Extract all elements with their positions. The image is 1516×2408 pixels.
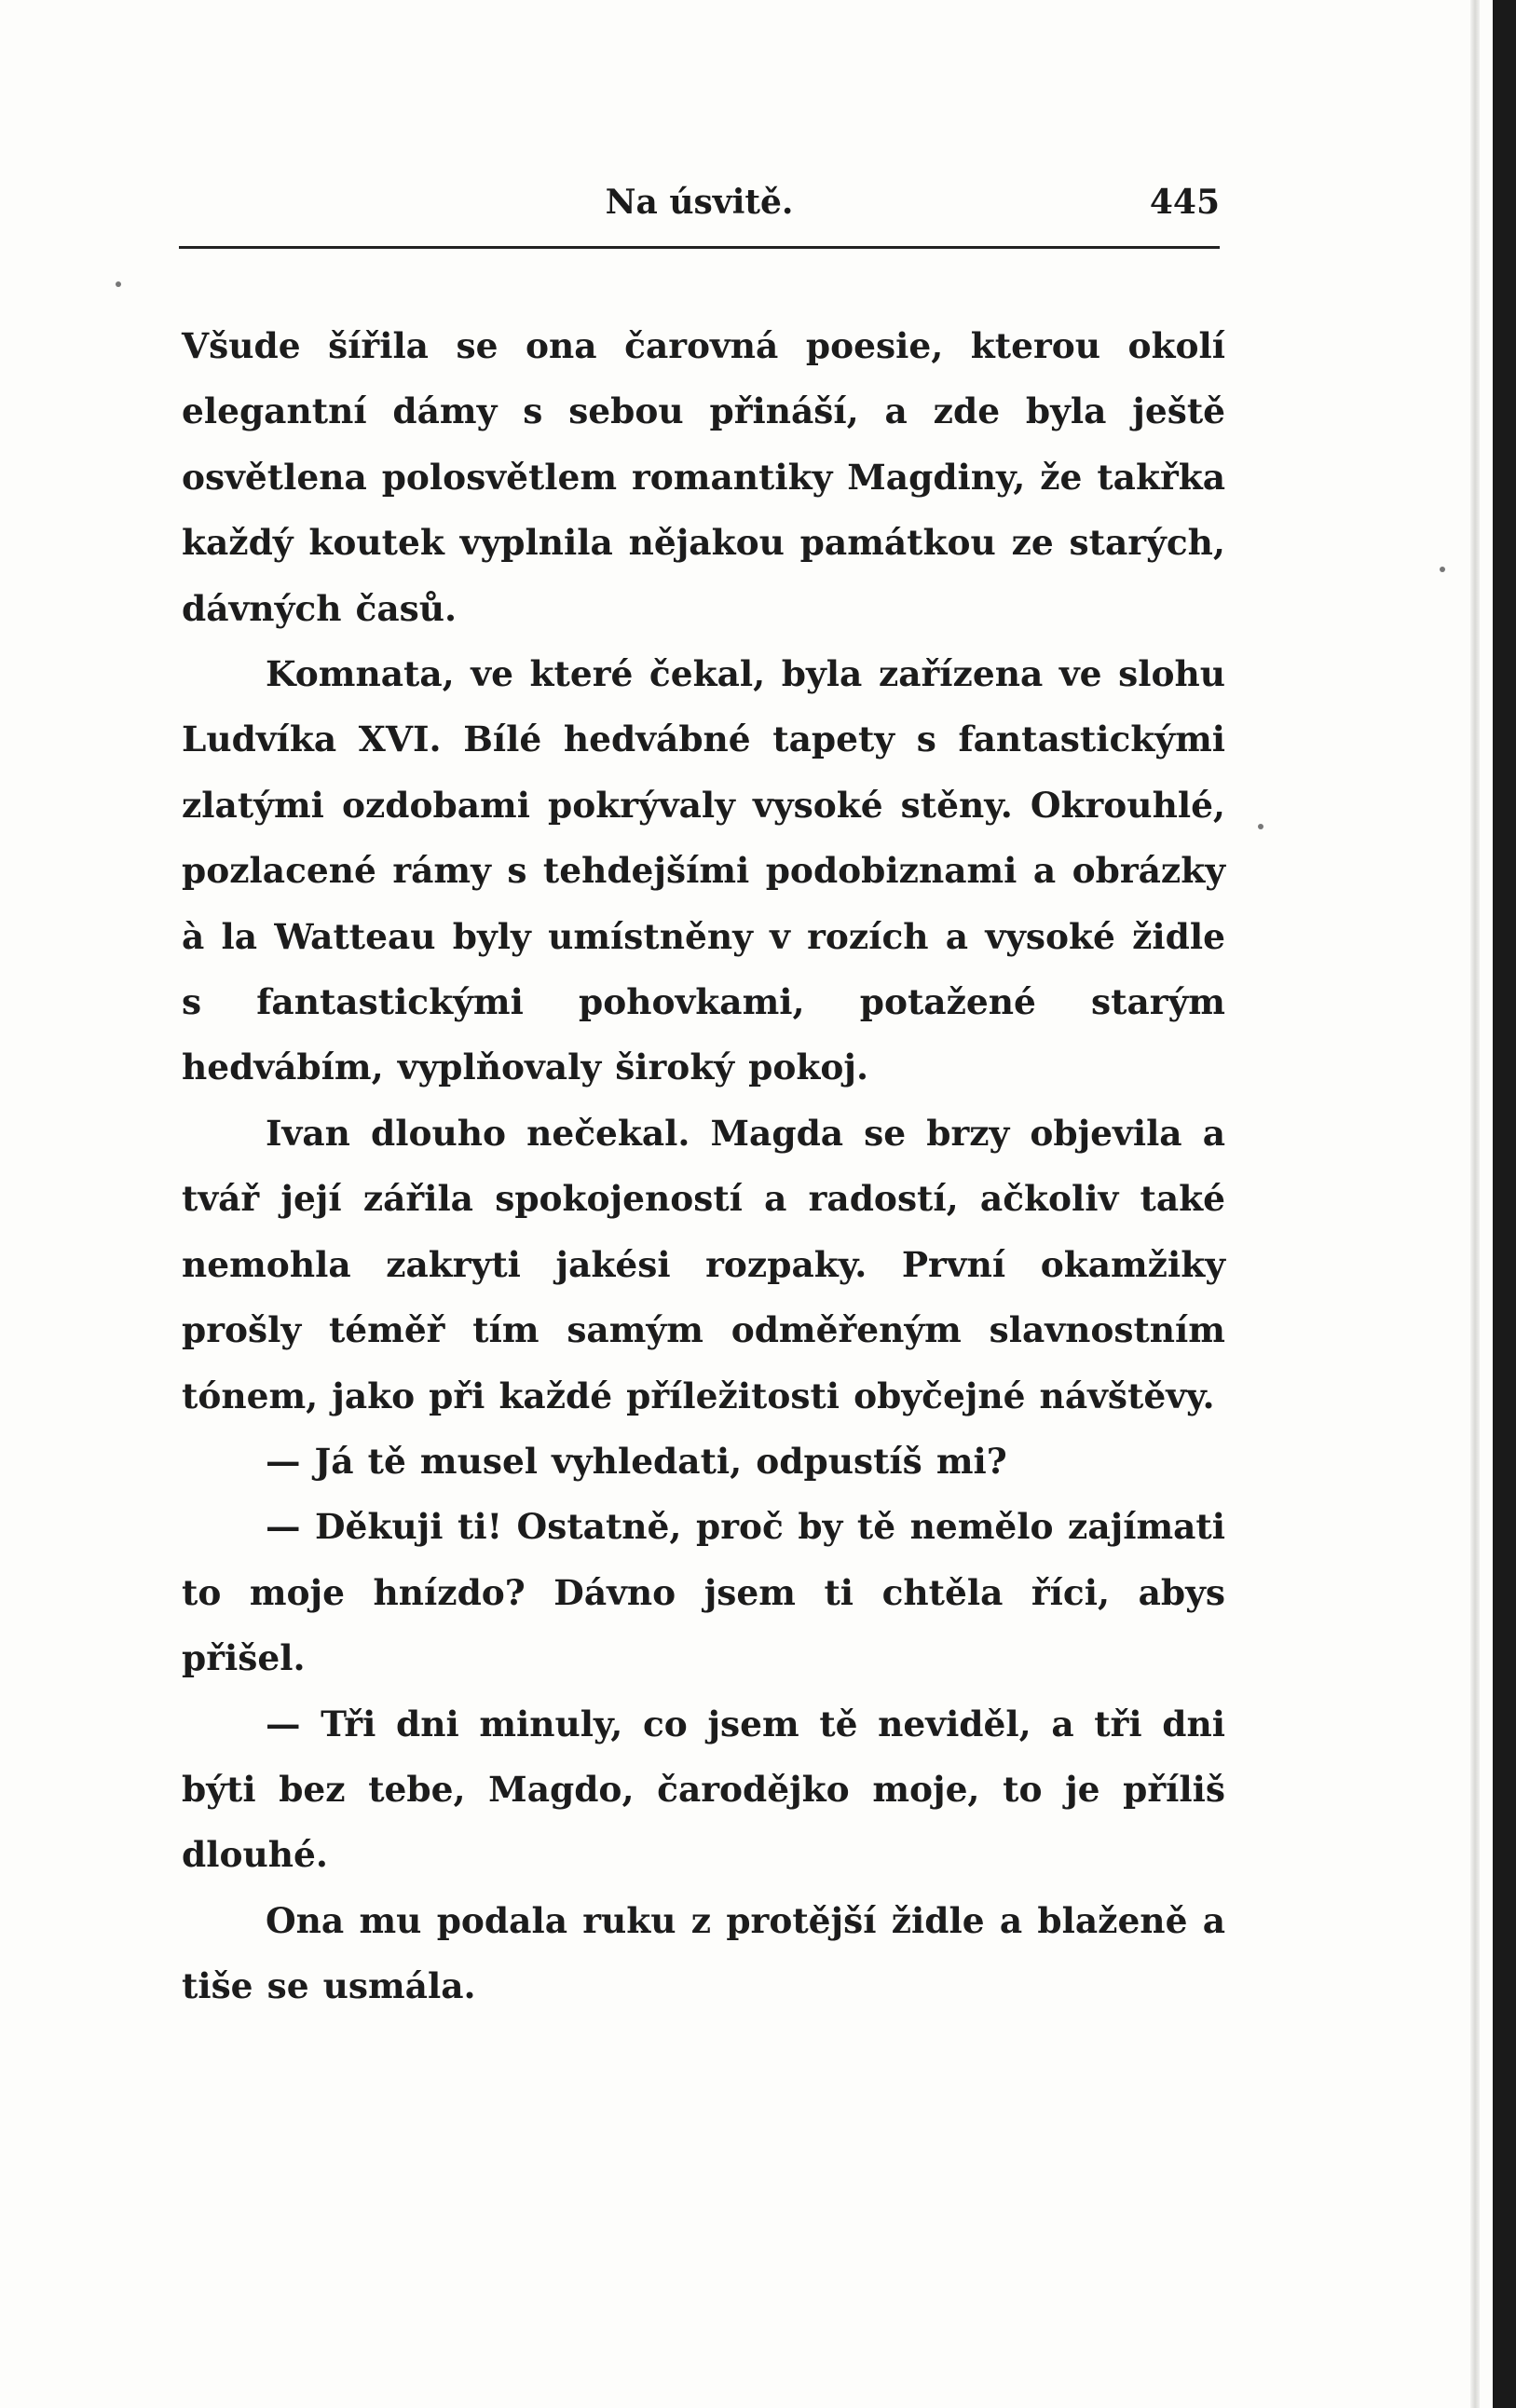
dialogue-line: — Děkuji ti! Ostatně, proč by tě nemělo zajímati to moje hnízdo? Dávno jsem ti chtěla říci, abys přišel. — [182, 1506, 1225, 1679]
print-speck — [1258, 824, 1263, 829]
dialogue-line: — Já tě musel vyhledati, odpustíš mi? — [266, 1440, 1007, 1482]
header-rule — [179, 246, 1220, 249]
paragraph: Komnata, ve které čekal, byla zařízena ve slohu Ludvíka XVI. Bílé hedvábné tapety s fantastickými zlatými ozdobami pokrývaly vysoké stěny. Okrouhlé, pozlacené rámy s tehdejšími podobiznami a obrázky à la Watteau byly umístněny v rozích a vysoké židle s fantastickými pohovkami, potažené starým hedvábím, vyplňovaly široký pokoj. — [182, 653, 1225, 1088]
page-binding-edge — [1470, 0, 1480, 2408]
paragraph: Ona mu podala ruku z protější židle a blaženě a tiše se usmála. — [182, 1899, 1225, 2007]
running-header — [179, 183, 1220, 237]
paragraph: Ivan dlouho nečekal. Magda se brzy objevila a tvář její zářila spokojeností a radostí, ačkoliv také nemohla zakryti jakési rozpaky. První okamžiky prošly téměř tím samým odměřeným slavnostním tónem, jako při každé příležitosti obyčejné návštěvy. — [182, 1112, 1225, 1416]
paragraph: Všude šířila se ona čarovná poesie, kterou okolí elegantní dámy s sebou přináší, a zde byla ještě osvětlena polosvětlem romantiky Magdiny, že takřka každý koutek vyplnila nějakou památkou ze starých, dávných časů. — [182, 325, 1225, 629]
running-title: Na úsvitě. — [605, 183, 794, 222]
print-speck — [116, 281, 121, 287]
page-number: 445 — [1149, 183, 1220, 222]
dialogue-line: — Tři dni minuly, co jsem tě neviděl, a tři dni býti bez tebe, Magdo, čarodějko moje, to je příliš dlouhé. — [182, 1703, 1225, 1876]
body-text — [182, 313, 1225, 2019]
print-speck — [1440, 567, 1445, 572]
